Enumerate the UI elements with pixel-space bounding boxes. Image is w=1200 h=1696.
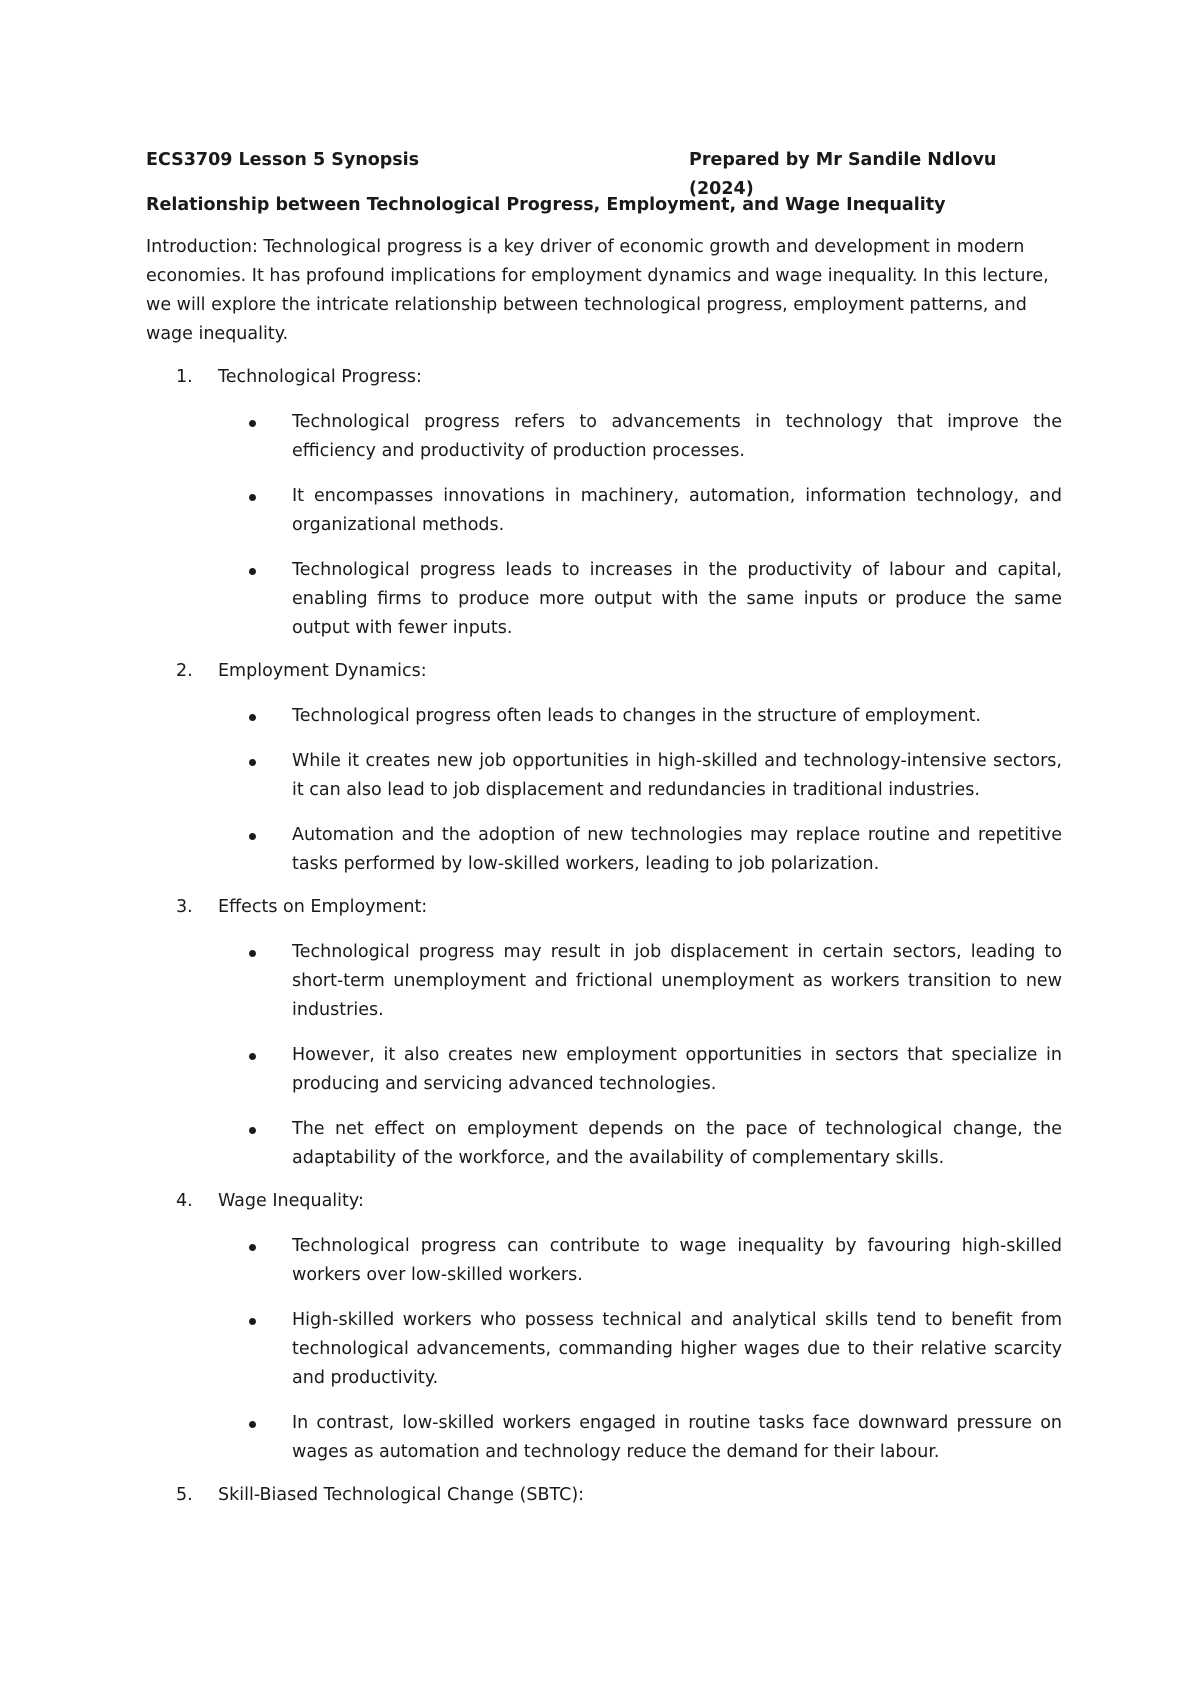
bullet-dot-icon — [249, 714, 256, 721]
section-number: 2. — [176, 661, 193, 681]
bullet-dot-icon — [249, 568, 256, 575]
bullet-text: Technological progress may result in job displacement in certain sectors, leading to short-term unemployment and frictional unemployment as workers transition to new industries. — [292, 942, 1062, 1020]
section — [146, 657, 1062, 879]
section-label: Wage Inequality: — [218, 1191, 364, 1211]
document-content — [146, 146, 1062, 1510]
sections-list — [146, 363, 1062, 1510]
bullet-text: In contrast, low-skilled workers engaged in routine tasks face downward pressure on wages as automation and technology reduce the demand for their labour. — [292, 1413, 1062, 1462]
introduction-paragraph: Introduction: Technological progress is a key driver of economic growth and development in modern economies. It has profound implications for employment dynamics and wage inequality. In this lecture, we will explore the intricate relationship between technological progress, employment patterns, and wage inequality. — [146, 237, 1049, 344]
bullet-text: It encompasses innovations in machinery, automation, information technology, and organizational methods. — [292, 486, 1062, 535]
bullet-dot-icon — [249, 1421, 256, 1428]
section — [146, 1187, 1062, 1467]
bullet-text: Technological progress often leads to changes in the structure of employment. — [292, 706, 981, 726]
bullet-dot-icon — [249, 494, 256, 501]
section — [146, 363, 1062, 643]
bullet-dot-icon — [249, 1053, 256, 1060]
author-label: Prepared by Mr Sandile Ndlovu (2024) — [689, 150, 997, 199]
bullet-text: The net effect on employment depends on the pace of technological change, the adaptability of the workforce, and the availability of complementary skills. — [292, 1119, 1062, 1168]
bullet-dot-icon — [249, 1127, 256, 1134]
bullet-list — [146, 938, 1062, 1173]
bullet-text: Technological progress can contribute to wage inequality by favouring high-skilled workers over low-skilled workers. — [292, 1236, 1062, 1285]
section — [146, 893, 1062, 1173]
bullet-list — [146, 702, 1062, 879]
bullet-text: High-skilled workers who possess technical and analytical skills tend to benefit from technological advancements, commanding higher wages due to their relative scarcity and productivity. — [292, 1310, 1062, 1388]
bullet-item — [146, 1306, 1062, 1393]
bullet-item — [146, 938, 1062, 1025]
section-label: Effects on Employment: — [218, 897, 428, 917]
bullet-item — [146, 1115, 1062, 1173]
bullet-item — [146, 747, 1062, 805]
bullet-text: Technological progress leads to increases in the productivity of labour and capital, enabling firms to produce more output with the same inputs or produce the same output with fewer inputs. — [292, 560, 1062, 638]
document-header — [146, 146, 1062, 199]
bullet-text: While it creates new job opportunities in high-skilled and technology-intensive sectors, it can also lead to job displacement and redundancies in traditional industries. — [292, 751, 1062, 800]
section-heading — [146, 657, 1062, 686]
section-heading — [146, 893, 1062, 922]
course-lesson-label: ECS3709 Lesson 5 Synopsis — [146, 150, 420, 170]
bullet-text: Automation and the adoption of new technologies may replace routine and repetitive tasks performed by low-skilled workers, leading to job polarization. — [292, 825, 1062, 874]
section-number: 1. — [176, 367, 193, 387]
section-number: 3. — [176, 897, 193, 917]
section-number: 4. — [176, 1191, 193, 1211]
bullet-item — [146, 1232, 1062, 1290]
section-label: Skill-Biased Technological Change (SBTC): — [218, 1485, 585, 1505]
bullet-dot-icon — [249, 759, 256, 766]
bullet-item — [146, 821, 1062, 879]
section — [146, 1481, 1062, 1510]
section-number: 5. — [176, 1485, 193, 1505]
bullet-list — [146, 408, 1062, 643]
document-title: Relationship between Technological Progress, Employment, and Wage Inequality — [146, 195, 946, 215]
bullet-list — [146, 1232, 1062, 1467]
bullet-item — [146, 702, 1062, 731]
bullet-text: However, it also creates new employment opportunities in sectors that specialize in producing and servicing advanced technologies. — [292, 1045, 1062, 1094]
bullet-text: Technological progress refers to advancements in technology that improve the efficiency and productivity of production processes. — [292, 412, 1062, 461]
bullet-dot-icon — [249, 1244, 256, 1251]
bullet-item — [146, 556, 1062, 643]
section-heading — [146, 1481, 1062, 1510]
bullet-dot-icon — [249, 1318, 256, 1325]
bullet-dot-icon — [249, 950, 256, 957]
section-heading — [146, 363, 1062, 392]
section-heading — [146, 1187, 1062, 1216]
section-label: Employment Dynamics: — [218, 661, 427, 681]
bullet-dot-icon — [249, 833, 256, 840]
bullet-item — [146, 1409, 1062, 1467]
bullet-dot-icon — [249, 420, 256, 427]
bullet-item — [146, 482, 1062, 540]
section-label: Technological Progress: — [218, 367, 422, 387]
bullet-item — [146, 1041, 1062, 1099]
bullet-item — [146, 408, 1062, 466]
